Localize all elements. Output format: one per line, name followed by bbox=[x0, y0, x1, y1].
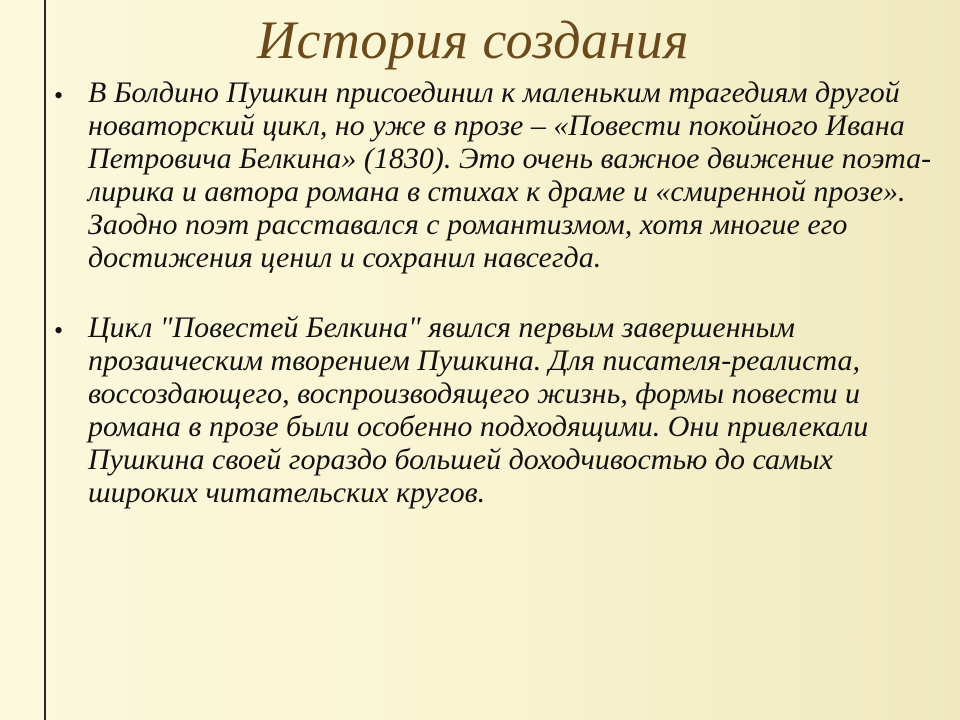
bullet-dot-icon: • bbox=[54, 316, 64, 345]
bullet-text: В Болдино Пушкин присоединил к маленьким трагедиям другой новаторский цикл, но уже в прозе – «Повести покойного Ивана Петровича Белкина» (1830). Это очень важное движение поэта-лирика и автора романа в стихах к драме и «смиренной прозе». Заодно поэт расставался с романтизмом, хотя многие его достижения ценил и сохранил навсегда. bbox=[88, 76, 932, 274]
bullet-item-belkin-cycle bbox=[52, 311, 942, 509]
bullet-dot-icon: • bbox=[54, 81, 64, 110]
slide-title: История создания bbox=[256, 10, 690, 70]
bullet-item-boldino bbox=[52, 76, 942, 274]
bullet-text: Цикл "Повестей Белкина" явился первым завершенным прозаическим творением Пушкина. Для писателя-реалиста, воссоздающего, воспроизводящего жизнь, формы повести и романа в прозе были особенно подходящими. Они привлекали Пушкина своей гораздо большей доходчивостью до самых широких читательских кругов. bbox=[88, 311, 869, 509]
left-divider-line bbox=[44, 0, 46, 720]
bullet-list bbox=[52, 76, 942, 509]
